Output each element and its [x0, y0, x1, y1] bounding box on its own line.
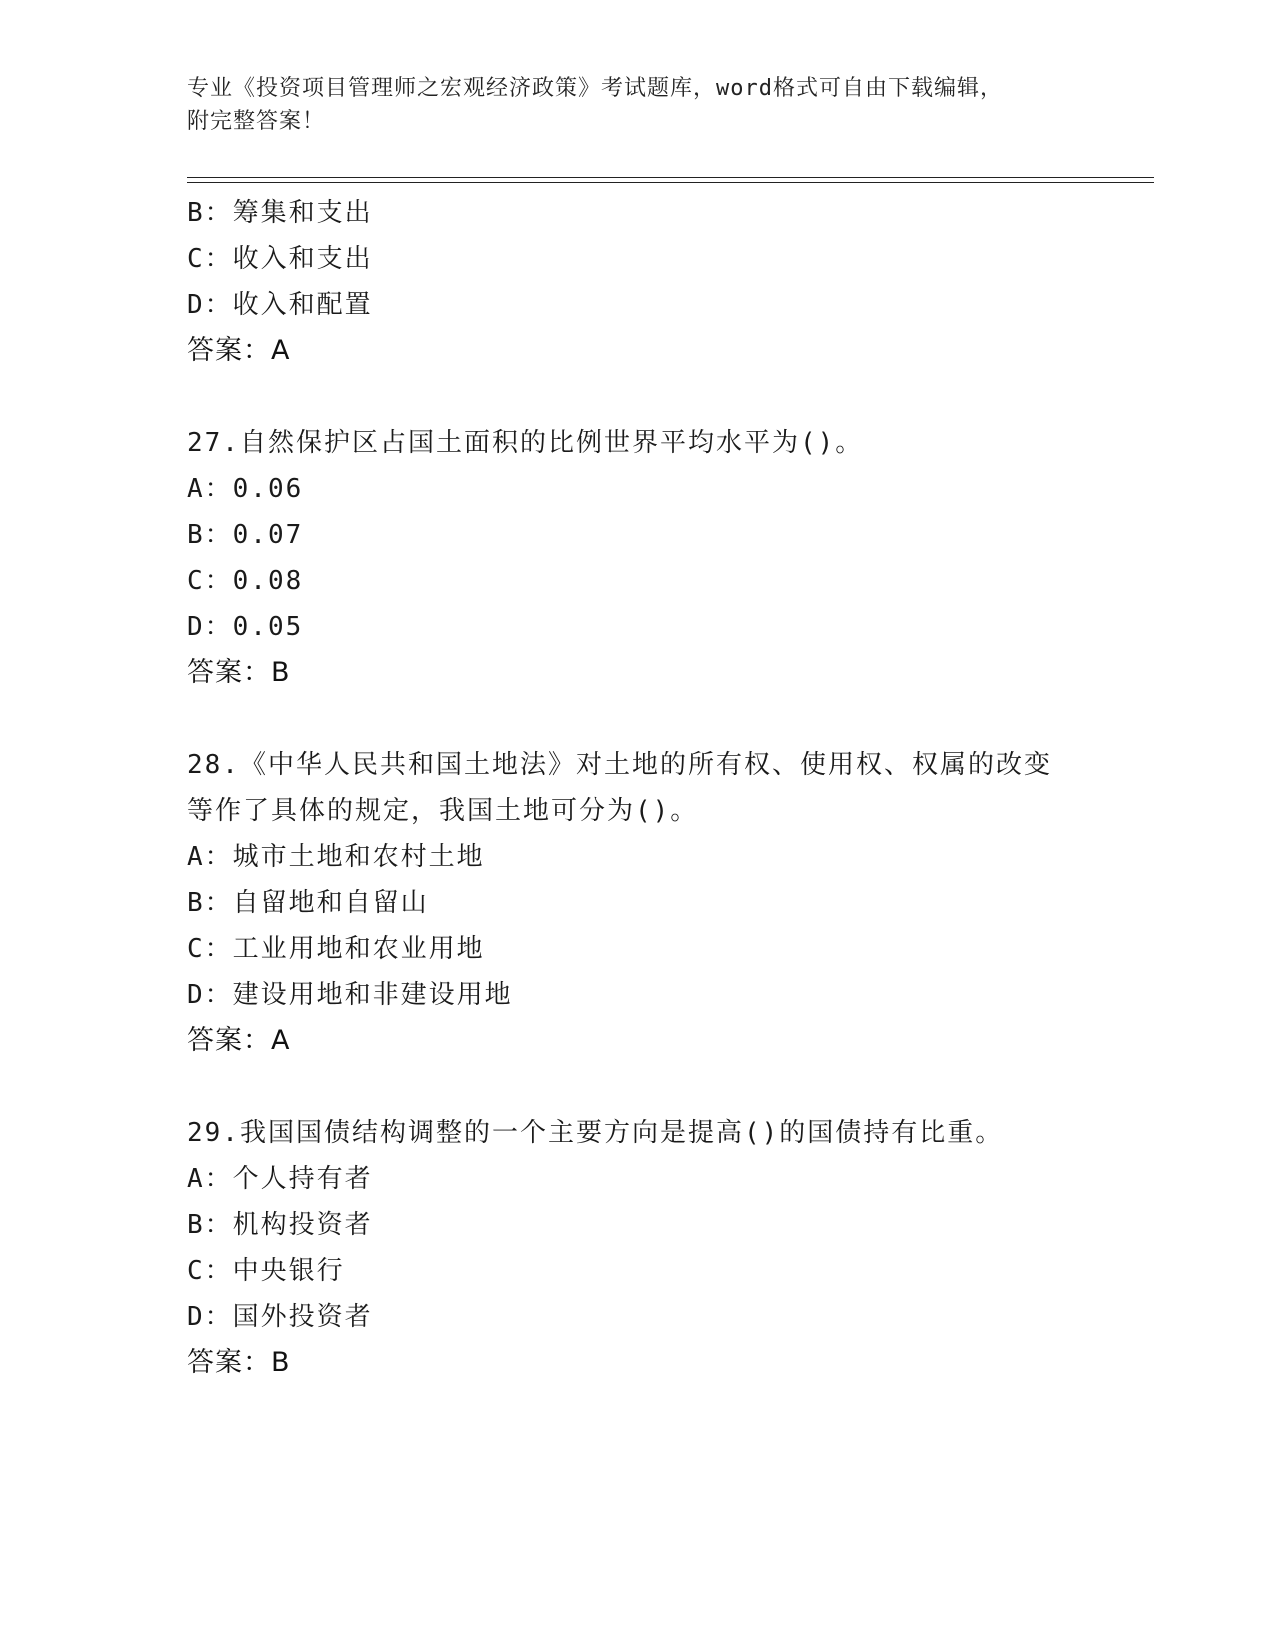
answer-line: 答案：B	[187, 1347, 291, 1378]
spacer	[187, 1064, 1147, 1110]
question-stem: 28.《中华人民共和国土地法》对土地的所有权、使用权、权属的改变	[187, 750, 1052, 780]
option-b: B：自留地和自留山	[187, 888, 429, 918]
option-d: D：国外投资者	[187, 1302, 373, 1332]
option-c: C：工业用地和农业用地	[187, 934, 485, 964]
question-stem-continued: 等作了具体的规定，我国土地可分为()。	[187, 796, 699, 826]
option-b: B：机构投资者	[187, 1210, 373, 1240]
option-b: B：0.07	[187, 520, 304, 550]
document-header	[187, 72, 1087, 138]
question-28	[187, 742, 1147, 1064]
partial-question	[187, 190, 1147, 374]
option-d: D：建设用地和非建设用地	[187, 980, 513, 1010]
option-a: A：0.06	[187, 474, 304, 504]
answer-line: 答案：B	[187, 657, 291, 688]
header-rule-bottom	[187, 182, 1154, 183]
question-27	[187, 420, 1147, 696]
question-list	[187, 190, 1147, 1386]
answer-line: 答案：A	[187, 1025, 291, 1056]
option-c: C：0.08	[187, 566, 304, 596]
answer-line: 答案：A	[187, 335, 291, 366]
option-d: D：收入和配置	[187, 290, 373, 320]
option-d: D：0.05	[187, 612, 304, 642]
question-stem: 27.自然保护区占国土面积的比例世界平均水平为()。	[187, 428, 864, 458]
option-c: C：收入和支出	[187, 244, 373, 274]
option-c: C：中央银行	[187, 1256, 345, 1286]
question-stem: 29.我国国债结构调整的一个主要方向是提高()的国债持有比重。	[187, 1118, 1004, 1148]
spacer	[187, 696, 1147, 742]
spacer	[187, 374, 1147, 420]
header-line-1: 专业《投资项目管理师之宏观经济政策》考试题库，word格式可自由下载编辑，	[187, 76, 1003, 101]
header-rule-top	[187, 177, 1154, 178]
option-b: B：筹集和支出	[187, 198, 373, 228]
header-line-2: 附完整答案！	[187, 109, 326, 134]
option-a: A：城市土地和农村土地	[187, 842, 485, 872]
option-a: A：个人持有者	[187, 1164, 373, 1194]
question-29	[187, 1110, 1147, 1386]
